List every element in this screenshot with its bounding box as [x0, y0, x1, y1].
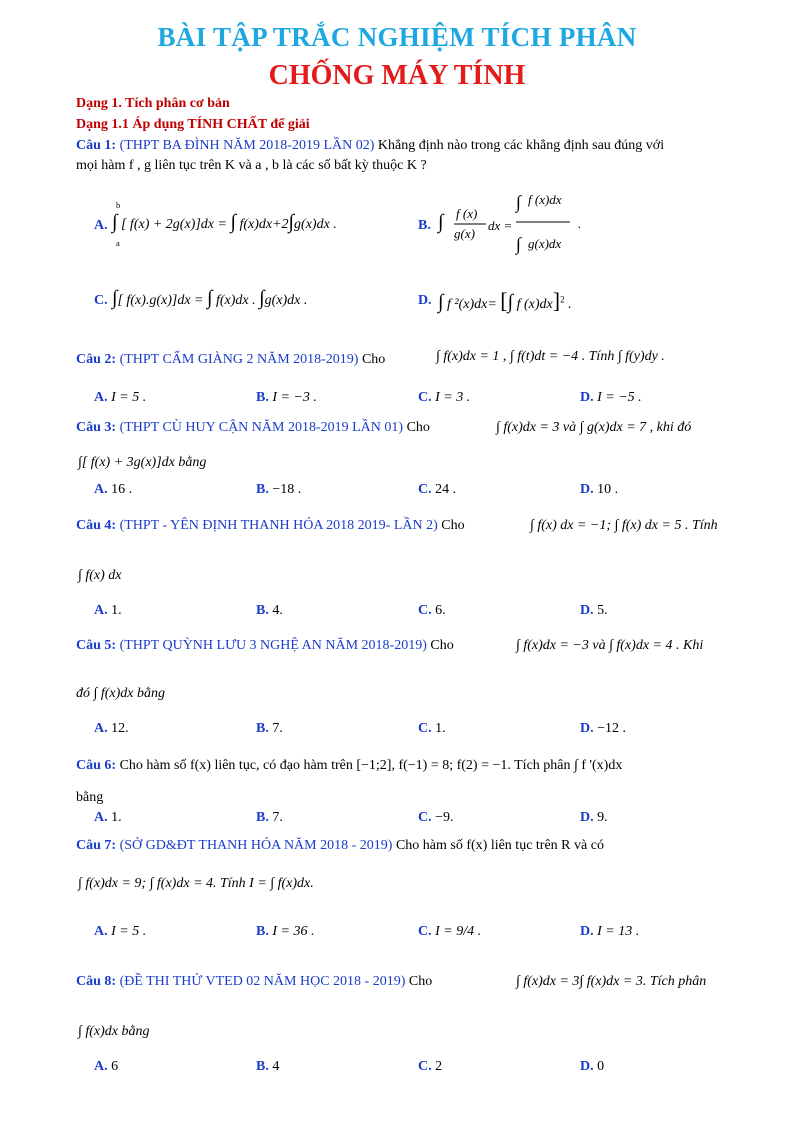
question-source: (ĐỀ THI THỬ VTED 02 NĂM HỌC 2018 - 2019) — [119, 974, 406, 989]
q6-text-cont: bằng — [76, 790, 104, 805]
question-text: Cho hàm số f(x) liên tục trên R và có — [395, 838, 604, 853]
question-number: Câu 7: — [76, 838, 117, 853]
question-source: (SỞ GD&ĐT THANH HÓA NĂM 2018 - 2019) — [119, 838, 393, 853]
q3-option-a[interactable]: A. 16 . — [94, 482, 133, 497]
q7-expression: ∫ f(x)dx = 9; ∫ f(x)dx = 4. Tính I = ∫ f(x)dx. — [78, 876, 314, 891]
svg-text:g(x): g(x) — [454, 226, 475, 241]
q2-option-d[interactable]: D. I = −5 . — [580, 390, 642, 405]
q5-expression: ∫ f(x)dx = −3 và ∫ f(x)dx = 4 . Khi — [516, 638, 704, 653]
q3-option-b[interactable]: B. −18 . — [256, 482, 302, 497]
q6-option-d[interactable]: D. 9. — [580, 810, 608, 825]
q8-expression: ∫ f(x)dx = 3∫ f(x)dx = 3. Tích phân — [516, 974, 707, 989]
question-text: Khẳng định nào trong các khẳng định sau đúng với — [377, 138, 665, 153]
q4-option-b[interactable]: B. 4. — [256, 603, 283, 618]
q8-expression-line2: ∫ f(x)dx bằng — [78, 1024, 150, 1039]
q5-expression-line2: đó ∫ f(x)dx bằng — [76, 686, 165, 701]
q4-option-a[interactable]: A. 1. — [94, 603, 122, 618]
q7-option-c[interactable]: C. I = 9/4 . — [418, 924, 482, 939]
question-6-header — [76, 758, 622, 774]
question-1-text-cont: mọi hàm f , g liên tục trên K và a , b là các số bất kỳ thuộc K ? — [76, 158, 427, 173]
question-1-header — [76, 138, 664, 154]
q5-option-b[interactable]: B. 7. — [256, 721, 283, 736]
svg-text:∫: ∫ — [516, 192, 521, 212]
title-line-2: CHỐNG MÁY TÍNH — [268, 60, 526, 91]
question-text: Cho hàm số f(x) liên tục, có đạo hàm trên [−1;2], f(−1) = 8; f(2) = −1. Tích phân ∫ f '(x)dx — [119, 758, 623, 773]
q1-option-b[interactable] — [438, 190, 598, 275]
q7-option-d[interactable]: D. I = 13 . — [580, 924, 640, 939]
question-number: Câu 5: — [76, 638, 117, 653]
option-c-label: C. — [94, 293, 108, 308]
q1-option-a[interactable]: ∫ b a [ f(x) + 2g(x)]dx = ∫ f(x)dx+2∫g(x)dx . — [112, 200, 337, 248]
q3-option-d[interactable]: D. 10 . — [580, 482, 619, 497]
question-source: (THPT CẨM GIÀNG 2 NĂM 2018-2019) — [119, 352, 359, 367]
q4-option-c[interactable]: C. 6. — [418, 603, 446, 618]
question-4-header — [76, 518, 465, 534]
q1-option-d[interactable]: ∫ f ²(x)dx= [∫ f (x)dx]$^2$ . — [438, 288, 572, 313]
svg-text:f (x)dx: f (x)dx — [528, 192, 562, 207]
q8-option-a[interactable]: A. 6 — [94, 1059, 119, 1074]
q5-option-c[interactable]: C. 1. — [418, 721, 446, 736]
question-7-header — [76, 838, 604, 854]
question-text: Cho — [361, 352, 386, 367]
title-line-1: BÀI TẬP TRẮC NGHIỆM TÍCH PHÂN — [157, 22, 637, 52]
q3-option-c[interactable]: C. 24 . — [418, 482, 457, 497]
question-source: (THPT BA ĐÌNH NĂM 2018-2019 LẦN 02) — [119, 138, 375, 153]
q2-option-b[interactable]: B. I = −3 . — [256, 390, 317, 405]
q7-option-a[interactable]: A. I = 5 . — [94, 924, 147, 939]
option-d-label: D. — [418, 293, 432, 308]
question-text: Cho — [430, 638, 454, 653]
q7-option-b[interactable]: B. I = 36 . — [256, 924, 315, 939]
question-number: Câu 8: — [76, 974, 117, 989]
question-number: Câu 1: — [76, 138, 117, 153]
option-b-label: B. — [418, 218, 431, 233]
section-heading-1-1: Dạng 1.1 Áp dụng TÍNH CHẤT để giải — [76, 117, 310, 132]
q2-option-c[interactable]: C. I = 3 . — [418, 390, 471, 405]
question-3-header — [76, 420, 430, 436]
svg-text:g(x)dx: g(x)dx — [528, 236, 562, 251]
q6-option-a[interactable]: A. 1. — [94, 810, 122, 825]
svg-text:dx =: dx = — [488, 218, 513, 233]
q1-option-c[interactable]: ∫[ f(x).g(x)]dx = ∫ f(x)dx . ∫g(x)dx . — [112, 287, 308, 309]
q5-option-a[interactable]: A. 12. — [94, 721, 129, 736]
question-source: (THPT QUỲNH LƯU 3 NGHỆ AN NĂM 2018-2019) — [119, 638, 427, 653]
question-text: Cho — [408, 974, 433, 989]
question-2-header — [76, 352, 385, 368]
question-source: (THPT CÙ HUY CẬN NĂM 2018-2019 LẦN 01) — [119, 420, 404, 435]
q8-option-c[interactable]: C. 2 — [418, 1059, 443, 1074]
q6-option-c[interactable]: C. −9. — [418, 810, 454, 825]
question-number: Câu 4: — [76, 518, 117, 533]
svg-text:f (x): f (x) — [456, 206, 478, 221]
q2-option-a[interactable]: A. I = 5 . — [94, 390, 147, 405]
q8-option-d[interactable]: D. 0 — [580, 1059, 605, 1074]
q4-expression: ∫ f(x) dx = −1; ∫ f(x) dx = 5 . Tính — [530, 518, 718, 533]
question-text: Cho — [406, 420, 430, 435]
q8-option-b[interactable]: B. 4 — [256, 1059, 280, 1074]
svg-text:∫: ∫ — [516, 234, 521, 254]
question-text: Cho — [441, 518, 465, 533]
q4-option-d[interactable]: D. 5. — [580, 603, 608, 618]
question-number: Câu 6: — [76, 758, 117, 773]
q3-expression-line2: ∫[ f(x) + 3g(x)]dx bằng — [78, 455, 207, 470]
question-5-header — [76, 638, 454, 654]
q6-option-b[interactable]: B. 7. — [256, 810, 283, 825]
svg-text:∫: ∫ — [438, 211, 444, 233]
q2-expression: ∫ f(x)dx = 1 , ∫ f(t)dt = −4 . Tính ∫ f(y)dy . — [436, 349, 665, 364]
section-heading-1: Dạng 1. Tích phân cơ bản — [76, 96, 230, 111]
q3-expression: ∫ f(x)dx = 3 và ∫ g(x)dx = 7 , khi đó — [496, 420, 692, 435]
option-a-label: A. — [94, 218, 108, 233]
fraction-expression — [438, 190, 598, 270]
question-8-header — [76, 974, 432, 990]
question-source: (THPT - YÊN ĐỊNH THANH HÓA 2018 2019- LẦN 2) — [119, 518, 438, 533]
question-number: Câu 2: — [76, 352, 117, 367]
q5-option-d[interactable]: D. −12 . — [580, 721, 627, 736]
svg-text:.: . — [578, 216, 582, 231]
q4-expression-line2: ∫ f(x) dx — [78, 568, 122, 583]
question-number: Câu 3: — [76, 420, 117, 435]
